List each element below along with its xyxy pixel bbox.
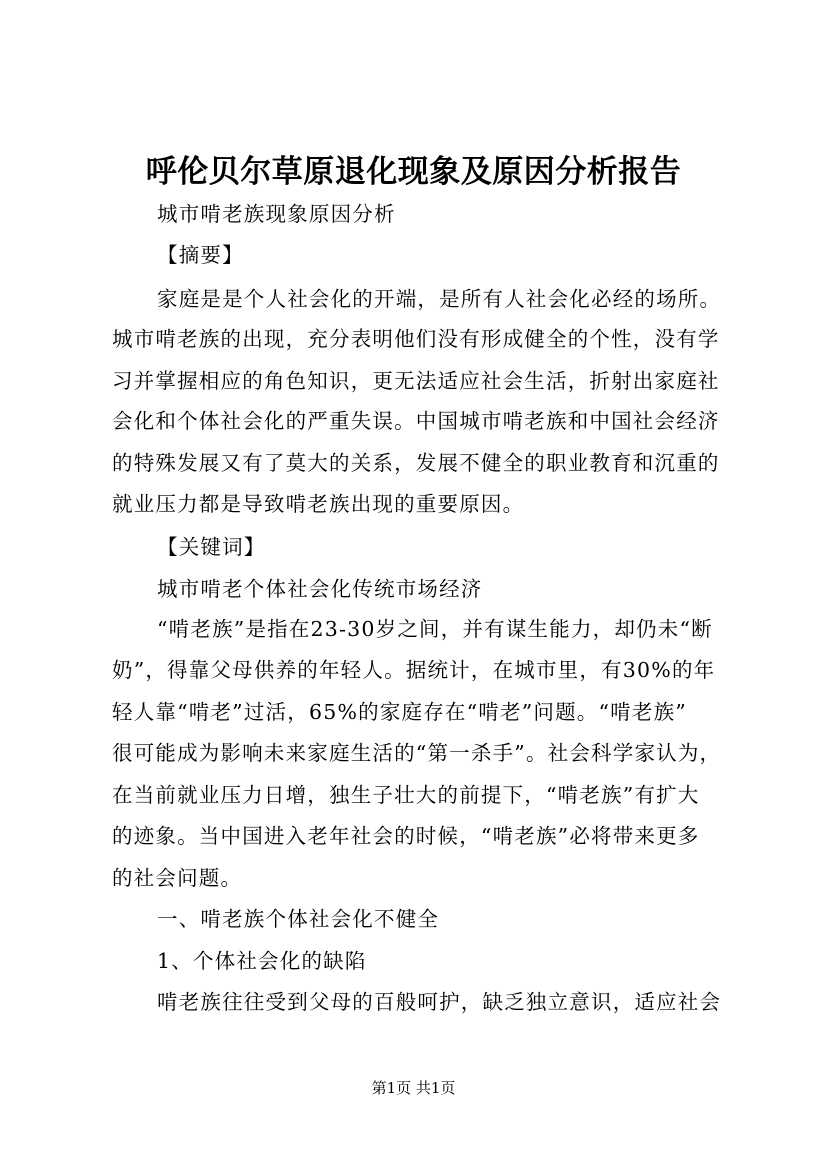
keywords-text: 城市啃老个体社会化传统市场经济 [157, 577, 483, 601]
body-line: 轻人靠“啃老”过活，65%的家庭存在“啃老”问题。“啃老族” [112, 700, 687, 724]
body-line: “啃老族”是指在23-30岁之间，并有谋生能力，却仍未“断 [157, 617, 713, 641]
body-line: 的社会问题。 [112, 866, 243, 890]
page-footer: 第1页 共1页 [371, 1079, 456, 1097]
abstract-line: 会化和个体社会化的严重失误。中国城市啃老族和中国社会经济 [112, 409, 720, 433]
body-line: 很可能成为影响未来家庭生活的“第一杀手”。社会科学家认为， [112, 741, 722, 765]
abstract-line: 城市啃老族的出现，充分表明他们没有形成健全的个性，没有学 [112, 327, 720, 351]
body-line: 的迹象。当中国进入老年社会的时候，“啃老族”必将带来更多 [112, 824, 700, 848]
abstract-line: 的特殊发展又有了莫大的关系，发展不健全的职业教育和沉重的 [112, 451, 720, 475]
abstract-line: 家庭是是个人社会化的开端，是所有人社会化必经的场所。 [157, 287, 722, 311]
abstract-line: 习并掌握相应的角色知识，更无法适应社会生活，折射出家庭社 [112, 369, 720, 393]
abstract-line: 就业压力都是导致啃老族出现的重要原因。 [112, 492, 525, 516]
section-heading: 一、啃老族个体社会化不健全 [157, 907, 440, 931]
subtitle: 城市啃老族现象原因分析 [157, 202, 396, 226]
keywords-heading: 【关键词】 [157, 535, 266, 559]
document-title: 呼伦贝尔草原退化现象及原因分析报告 [145, 154, 682, 190]
body-line: 啃老族往往受到父母的百般呵护，缺乏独立意识，适应社会 [157, 990, 722, 1014]
body-line: 奶”，得靠父母供养的年轻人。据统计，在城市里，有30%的年 [112, 658, 716, 682]
abstract-heading: 【摘要】 [157, 243, 244, 267]
body-line: 在当前就业压力日增，独生子壮大的前提下，“啃老族”有扩大 [112, 783, 700, 807]
subsection-heading: 1、个体社会化的缺陷 [157, 949, 367, 973]
